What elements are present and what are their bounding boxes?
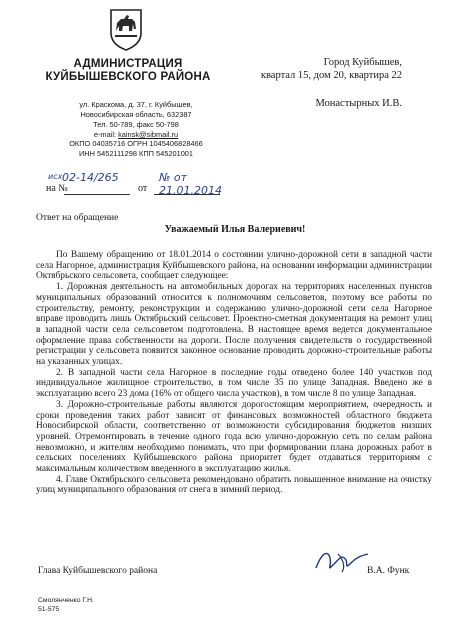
handwritten-prefix: исх	[48, 172, 63, 181]
handwritten-date: № от 21.01.2014	[159, 171, 222, 197]
org-title-line2: КУЙБЫШЕВСКОГО РАЙОНА	[45, 71, 211, 83]
executor-block	[38, 596, 94, 614]
recipient-block	[242, 56, 402, 110]
label-ot: от	[138, 183, 148, 194]
inn-kpp: ИНН 5452111298 КПП 545201001	[78, 149, 194, 158]
address-region: Новосибирская область, 632387	[80, 110, 192, 119]
recipient-city: Город Куйбышев,	[323, 57, 402, 68]
executor-name: Смолянченко Г.Н.	[38, 597, 94, 604]
recipient-address: квартал 15, дом 20, квартира 22	[260, 70, 402, 81]
paragraph-intro: По Вашему обращению от 18.01.2014 о состоянии улично-дорожной сети в западной части села Нагорное, администрация Куйбышевского района, на основании информации администрации Октябрьского сельсовета, сообщает следующее:	[36, 250, 432, 282]
org-address	[52, 100, 220, 140]
paragraph-1: 1. Дорожная деятельность на автомобильных дорогах на территориях населенных пунктов муниципальных образований относится к полномочиям сельсоветов, поэтому все работы по строительству, ремонту, реконструкции и содержанию улично-дорожной сети села Нагорное вправе проводить лишь Октябрьский сельсовет. Проектно-сметная документация на ремонт улиц в западной части села сельсоветом подготовлена. В настоящее время ведется документальное оформление права собственности на дороги. После получения свидетельств о государственной регистрации у сельсовета появится законное основание проводить дорожно-строительные работы на указанных улицах.	[36, 282, 432, 368]
address-phone: Тел. 50-789, факс 50-798	[93, 120, 179, 129]
signature-title: Глава Куйбышевского района	[38, 566, 158, 576]
org-title-line1: АДМИНИСТРАЦИЯ	[73, 58, 183, 70]
reference-fields	[46, 183, 226, 197]
coat-of-arms-icon	[108, 7, 144, 51]
underline-number	[64, 194, 130, 195]
email-link[interactable]: kainsk@sibmail.ru	[118, 130, 179, 139]
recipient-name: Монастырных И.В.	[315, 98, 402, 109]
org-identifiers	[66, 139, 206, 159]
address-street: ул. Краскома, д. 37, г. Куйбышев,	[79, 100, 193, 109]
email-label: e-mail:	[93, 130, 119, 139]
underline-date	[154, 194, 220, 195]
letter-body	[36, 250, 432, 496]
handwritten-number: 02-14/265	[62, 171, 119, 184]
paragraph-3: 3. Дорожно-строительные работы являются дорогостоящим мероприятием, очередность и сроки проведения таких работ зависят от финансовых возможностей областного бюджета Новосибирской области, соответственно от возможности субсидирования бюджетов низших уровней. Отремонтировать в течение одного года всю улично-дорожную сеть по селам района невозможно, и жителям необходимо понимать, что при формировании плана дорожных работ в сельских поселениях Куйбышевского района приоритет будет отдаваться территориям с максимальным количеством введенного в эксплуатацию жилья.	[36, 399, 432, 475]
paragraph-2: 2. В западной части села Нагорное в последние годы отведено более 140 участков под индивидуальное жилищное строительство, в том числе 35 по улице Западная. Введено же в эксплуатацию всего 23 дома (16% от общего числа участков), в том числе 8 по улице Западная.	[36, 367, 432, 400]
label-na-number: на №	[46, 183, 68, 194]
executor-phone: 51-575	[38, 606, 60, 613]
paragraph-4: 4. Главе Октябрьского сельсовета рекомендовано обратить повышенное внимание на очистку улиц муниципального образования от снега в зимний период.	[36, 474, 432, 496]
signature-scribble-icon	[312, 548, 372, 574]
org-title	[44, 58, 212, 84]
salutation: Уважаемый Илья Валериевич!	[164, 224, 306, 235]
signature-name: В.А. Функ	[367, 566, 410, 576]
reply-label: Ответ на обращение	[36, 213, 119, 223]
okpo-ogrn: ОКПО 04035716 ОГРН 1045406828466	[69, 139, 203, 148]
